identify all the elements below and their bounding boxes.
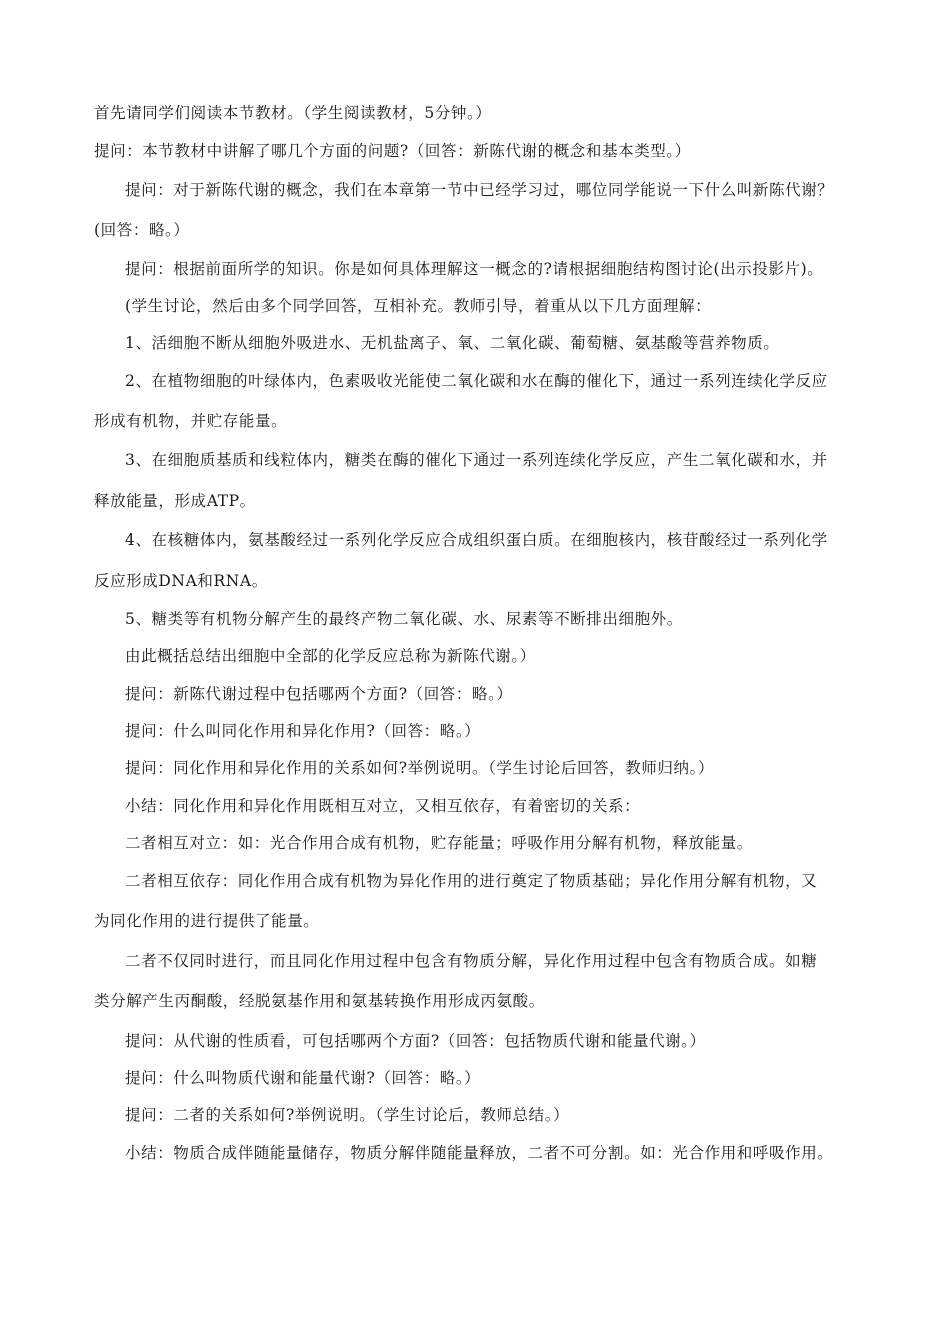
text-line: 提问：从代谢的性质看，可包括哪两个方面?（回答：包括物质代谢和能量代谢。） — [125, 1032, 706, 1050]
text-line: 1、活细胞不断从细胞外吸进水、无机盐离子、氧、二氧化碳、葡萄糖、氨基酸等营养物质。 — [125, 334, 780, 352]
text-line: 反应形成DNA和RNA。 — [94, 572, 268, 590]
text-line: (回答：略。） — [94, 221, 190, 239]
text-line: 为同化作用的进行提供了能量。 — [94, 912, 320, 930]
text-line: 释放能量，形成ATP。 — [94, 492, 256, 510]
text-line: 类分解产生丙酮酸，经脱氨基作用和氨基转换作用形成丙氨酸。 — [94, 992, 545, 1010]
text-line: 提问：同化作用和异化作用的关系如何?举例说明。（学生讨论后回答，教师归纳。） — [125, 759, 715, 777]
text-line: 小结：同化作用和异化作用既相互对立，又相互依存，有着密切的关系： — [125, 797, 641, 815]
text-line: 小结：物质合成伴随能量储存，物质分解伴随能量释放，二者不可分割。如：光合作用和呼吸作用。 — [125, 1144, 834, 1162]
text-line: 5、糖类等有机物分解产生的最终产物二氧化碳、水、尿素等不断排出细胞外。 — [125, 610, 683, 628]
text-line: 提问：对于新陈代谢的概念，我们在本章第一节中已经学习过，哪位同学能说一下什么叫新陈代谢？ — [125, 181, 834, 199]
text-line: 2、在植物细胞的叶绿体内，色素吸收光能使二氧化碳和水在酶的催化下，通过一系列连续化学反应 — [125, 372, 828, 390]
text-line: 形成有机物，并贮存能量。 — [94, 412, 288, 430]
text-line: 3、在细胞质基质和线粒体内，糖类在酶的催化下通过一系列连续化学反应，产生二氧化碳和水，并 — [125, 451, 828, 469]
text-line: 提问：新陈代谢过程中包括哪两个方面?（回答：略。） — [125, 685, 513, 703]
text-line: 提问：本节教材中讲解了哪几个方面的问题?（回答：新陈代谢的概念和基本类型。） — [94, 142, 691, 160]
text-line: 提问：根据前面所学的知识。你是如何具体理解这一概念的?请根据细胞结构图讨论(出示投影片)。 — [125, 260, 824, 278]
text-line: 由此概括总结出细胞中全部的化学反应总称为新陈代谢。） — [125, 647, 536, 665]
text-line: 二者相互对立：如：光合作用合成有机物，贮存能量；呼吸作用分解有机物，释放能量。 — [125, 834, 753, 852]
text-line: 二者相互依存：同化作用合成有机物为异化作用的进行奠定了物质基础；异化作用分解有机物，又 — [125, 872, 818, 890]
text-line: 提问：二者的关系如何?举例说明。（学生讨论后，教师总结。） — [125, 1106, 570, 1124]
text-line: 首先请同学们阅读本节教材。（学生阅读教材，5分钟。） — [94, 104, 492, 122]
text-line: 4、在核糖体内，氨基酸经过一系列化学反应合成组织蛋白质。在细胞核内，核苷酸经过一系列化学 — [125, 531, 828, 549]
text-line: 二者不仅同时进行，而且同化作用过程中包含有物质分解，异化作用过程中包含有物质合成。如糖 — [125, 952, 818, 970]
text-line: 提问：什么叫同化作用和异化作用?（回答：略。） — [125, 722, 481, 740]
text-line: 提问：什么叫物质代谢和能量代谢?（回答：略。） — [125, 1069, 481, 1087]
text-line: (学生讨论，然后由多个同学回答，互相补充。教师引导，着重从以下几方面理解： — [125, 297, 712, 315]
